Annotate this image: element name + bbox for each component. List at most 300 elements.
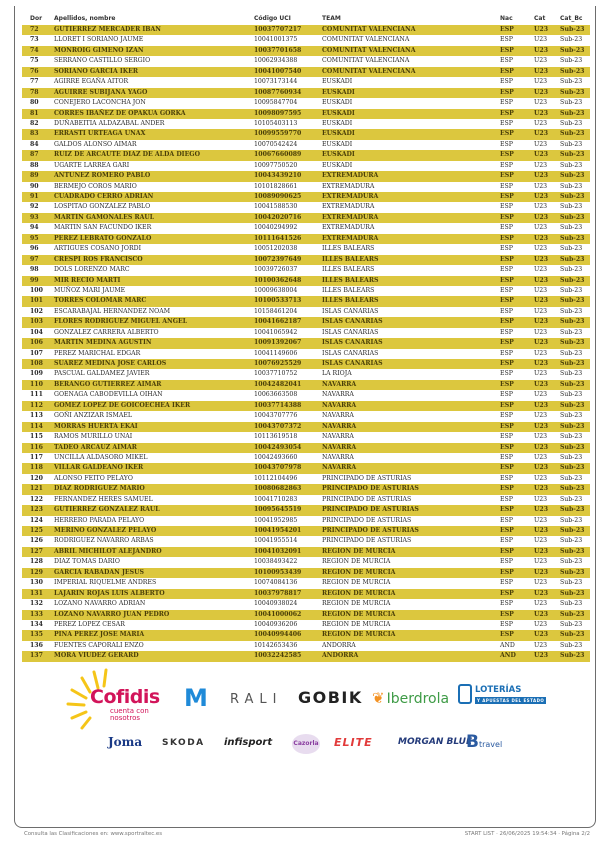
dorsal-cell: 89 <box>30 172 39 180</box>
nationality-cell: ESP <box>500 245 513 253</box>
dorsal-cell: 126 <box>30 537 43 545</box>
team-cell: NAVARRA <box>322 380 357 388</box>
uci-code-cell: 10042493054 <box>254 443 302 451</box>
category-cell: U23 <box>534 401 549 409</box>
table-row <box>22 77 590 87</box>
team-cell: ISLAS CANARIAS <box>322 339 383 347</box>
category-cell: U23 <box>534 527 549 534</box>
rider-name-cell: LOZANO NAVARRO ADRIAN <box>54 600 146 608</box>
loterias-subtext: Y APUESTAS DEL ESTADO <box>477 697 545 703</box>
dorsal-cell: 131 <box>30 589 43 597</box>
team-cell: REGION DE MURCIA <box>322 620 391 628</box>
elite-logo: ELITE <box>334 736 373 749</box>
uci-code-cell: 10039726037 <box>254 266 298 274</box>
category-cell: U23 <box>534 67 549 75</box>
nationality-cell: ESP <box>500 537 513 545</box>
rider-name-cell: GOMEZ LOPEZ DE GOICOECHEA IKER <box>54 401 191 409</box>
table-row <box>22 202 590 212</box>
category-cell: U23 <box>534 464 549 472</box>
category-cell: U23 <box>534 224 548 232</box>
category-cell: U23 <box>534 360 549 367</box>
team-cell: COMUNITAT VALENCIANA <box>322 26 416 33</box>
nationality-cell: ESP <box>500 57 513 65</box>
team-cell: PRINCIPADO DE ASTURIAS <box>322 516 412 524</box>
team-cell: NAVARRA <box>322 464 357 472</box>
header-dor: Dor <box>30 15 43 23</box>
category-cell: U23 <box>534 485 549 493</box>
nationality-cell: ESP <box>500 151 514 159</box>
team-cell: EXTREMADURA <box>322 172 379 180</box>
rider-name-cell: SUAREZ MEDINA JOSE CARLOS <box>54 360 167 367</box>
nationality-cell: ESP <box>500 391 513 399</box>
nationality-cell: ESP <box>500 485 514 493</box>
table-row <box>22 150 590 160</box>
table-row <box>22 568 590 578</box>
header-uci: Código UCI <box>254 15 291 23</box>
category-bc-cell: Sub-23 <box>560 516 583 524</box>
table-row <box>22 453 590 463</box>
dorsal-cell: 136 <box>30 641 43 649</box>
iberdrola-logo <box>372 689 449 707</box>
category-cell: U23 <box>534 78 548 86</box>
category-bc-cell: Sub-23 <box>560 255 585 263</box>
nationality-cell: ESP <box>500 610 514 618</box>
category-bc-cell: Sub-23 <box>560 26 585 33</box>
category-cell: U23 <box>534 99 548 107</box>
table-row <box>22 88 590 98</box>
dorsal-cell: 72 <box>30 26 39 33</box>
uci-code-cell: 10158461204 <box>254 307 298 315</box>
category-cell: U23 <box>534 130 549 138</box>
nationality-cell: ESP <box>500 286 513 294</box>
uci-code-cell: 10040294992 <box>254 224 298 232</box>
rider-name-cell: GOENAGA CABODEVILLA OIHAN <box>54 391 163 399</box>
rider-name-cell: FUENTES CAPORALI ENZO <box>54 641 144 649</box>
dorsal-cell: 122 <box>30 495 43 503</box>
dorsal-cell: 87 <box>30 151 39 159</box>
category-bc-cell: Sub-23 <box>560 140 583 148</box>
nationality-cell: ESP <box>500 46 514 54</box>
table-row <box>22 328 590 338</box>
nationality-cell: ESP <box>500 307 513 315</box>
team-cell: NAVARRA <box>322 391 354 399</box>
nationality-cell: ESP <box>500 119 513 127</box>
team-cell: EUSKADI <box>322 130 355 138</box>
rider-name-cell: GUTIERREZ GONZALEZ RAUL <box>54 506 160 514</box>
uci-code-cell: 10073173144 <box>254 78 298 86</box>
dorsal-cell: 99 <box>30 276 39 284</box>
dorsal-cell: 92 <box>30 203 39 211</box>
nationality-cell: ESP <box>500 140 513 148</box>
category-bc-cell: Sub-23 <box>560 182 583 190</box>
nationality-cell: ESP <box>500 130 514 138</box>
uci-code-cell: 10041954201 <box>254 527 302 534</box>
rider-name-cell: UNCILLA ALDASORO MIKEL <box>54 453 148 461</box>
rider-name-cell: GARCIA RABADAN JESUS <box>54 568 144 576</box>
category-cell: U23 <box>534 631 549 639</box>
team-cell: EUSKADI <box>322 88 355 96</box>
dorsal-cell: 107 <box>30 349 43 357</box>
uci-code-cell: 10105403113 <box>254 119 298 127</box>
table-row <box>22 317 590 327</box>
nationality-cell: ESP <box>500 453 513 461</box>
category-cell: U23 <box>534 276 549 284</box>
dorsal-cell: 97 <box>30 255 39 263</box>
table-row <box>22 463 590 473</box>
rider-name-cell: DOLS LORENZO MARC <box>54 266 130 274</box>
category-bc-cell: Sub-23 <box>560 600 583 608</box>
nationality-cell: ESP <box>500 99 513 107</box>
dorsal-cell: 110 <box>30 380 43 388</box>
category-bc-cell: Sub-23 <box>560 130 585 138</box>
category-bc-cell: Sub-23 <box>560 610 585 618</box>
nationality-cell: ESP <box>500 26 514 33</box>
dorsal-cell: 108 <box>30 360 43 367</box>
rider-name-cell: BERANGO GUTIERREZ AIMAR <box>54 380 162 388</box>
table-row <box>22 620 590 630</box>
team-cell: ISLAS CANARIAS <box>322 360 383 367</box>
table-row <box>22 46 590 56</box>
category-bc-cell: Sub-23 <box>560 36 583 44</box>
team-cell: ISLAS CANARIAS <box>322 307 379 315</box>
nationality-cell: ESP <box>500 203 513 211</box>
category-cell: U23 <box>534 88 549 96</box>
table-row <box>22 276 590 286</box>
category-bc-cell: Sub-23 <box>560 109 585 117</box>
table-row <box>22 192 590 202</box>
uci-code-cell: 10095847704 <box>254 99 298 107</box>
rider-name-cell: ERRASTI URTEAGA UNAX <box>54 130 146 138</box>
dorsal-cell: 109 <box>30 370 43 378</box>
dorsal-cell: 95 <box>30 234 39 242</box>
rider-name-cell: LOZANO NAVARRO JUAN PEDRO <box>54 610 170 618</box>
footer-classification-link[interactable]: Consulta las Clasificaciones en: www.sportraltec.es <box>24 831 163 837</box>
category-bc-cell: Sub-23 <box>560 641 583 649</box>
nationality-cell: ESP <box>500 297 514 305</box>
uci-code-cell: 10040938024 <box>254 600 298 608</box>
category-cell: U23 <box>534 600 548 608</box>
table-row <box>22 286 590 296</box>
category-cell: U23 <box>534 140 548 148</box>
nationality-cell: ESP <box>500 558 513 566</box>
uci-code-cell: 10041149606 <box>254 349 298 357</box>
dorsal-cell: 75 <box>30 57 39 65</box>
table-row <box>22 578 590 588</box>
rider-name-cell: ALONSO FEITO PELAYO <box>54 474 133 482</box>
category-bc-cell: Sub-23 <box>560 527 585 534</box>
table-row <box>22 369 590 379</box>
uci-code-cell: 10072397649 <box>254 255 302 263</box>
nationality-cell: ESP <box>500 474 513 482</box>
team-cell: EUSKADI <box>322 140 353 148</box>
category-cell: U23 <box>534 213 549 221</box>
rider-name-cell: MERINO GONZALEZ PELAYO <box>54 527 157 534</box>
uci-code-cell: 10032242585 <box>254 652 302 660</box>
rider-name-cell: MONROIG GIMENO IZAN <box>54 46 144 54</box>
dorsal-cell: 101 <box>30 297 43 305</box>
rider-name-cell: CRESPI ROS FRANCISCO <box>54 255 143 263</box>
table-row <box>22 547 590 557</box>
dorsal-cell: 133 <box>30 610 43 618</box>
nationality-cell: ESP <box>500 620 513 628</box>
dorsal-cell: 128 <box>30 558 43 566</box>
team-cell: REGION DE MURCIA <box>322 610 396 618</box>
table-row <box>22 307 590 317</box>
nationality-cell: ESP <box>500 328 513 336</box>
dorsal-cell: 123 <box>30 506 43 514</box>
uci-code-cell: 10043707372 <box>254 422 302 430</box>
table-row <box>22 599 590 609</box>
dorsal-cell: 77 <box>30 78 39 86</box>
category-bc-cell: Sub-23 <box>560 380 585 388</box>
dorsal-cell: 114 <box>30 422 43 430</box>
uci-code-cell: 10040936206 <box>254 620 298 628</box>
rider-name-cell: CUADRADO CERRO ADRIAN <box>54 193 154 200</box>
category-cell: U23 <box>534 266 548 274</box>
category-cell: U23 <box>534 412 548 420</box>
table-row <box>22 223 590 233</box>
table-row <box>22 641 590 651</box>
header-team: TEAM <box>322 15 341 23</box>
table-row <box>22 129 590 139</box>
table-row <box>22 651 590 661</box>
category-cell: U23 <box>534 193 549 200</box>
category-cell: U23 <box>534 516 548 524</box>
cofidis-logo: Cofidis <box>90 686 160 708</box>
dorsal-cell: 125 <box>30 527 43 534</box>
table-row <box>22 505 590 515</box>
team-cell: ISLAS CANARIAS <box>322 318 383 326</box>
rider-name-cell: VILLAR GALDEANO IKER <box>54 464 144 472</box>
category-cell: U23 <box>534 182 548 190</box>
category-cell: U23 <box>534 641 548 649</box>
category-cell: U23 <box>534 506 549 514</box>
rider-name-cell: TADEO ARCAUZ AIMAR <box>54 443 137 451</box>
table-row <box>22 526 590 536</box>
dorsal-cell: 81 <box>30 109 39 117</box>
category-cell: U23 <box>534 26 549 33</box>
team-cell: ILLES BALEARS <box>322 276 379 284</box>
rider-name-cell: DUÑABEITIA ALDAZABAL ANDER <box>54 119 165 127</box>
dorsal-cell: 117 <box>30 453 43 461</box>
category-bc-cell: Sub-23 <box>560 495 583 503</box>
table-row <box>22 349 590 359</box>
rider-name-cell: MARTIN MEDINA AGUSTIN <box>54 339 152 347</box>
table-row <box>22 474 590 484</box>
rider-name-cell: FLORES RODRIGUEZ MIGUEL ANGEL <box>54 318 188 326</box>
category-bc-cell: Sub-23 <box>560 652 585 660</box>
table-body <box>22 25 590 662</box>
dorsal-cell: 116 <box>30 443 43 451</box>
dorsal-cell: 82 <box>30 119 39 127</box>
rider-name-cell: PEREZ MARICHAL EDGAR <box>54 349 141 357</box>
table-row <box>22 484 590 494</box>
nationality-cell: ESP <box>500 412 513 420</box>
sponsors-area <box>60 662 545 762</box>
nationality-cell: ESP <box>500 109 514 117</box>
dorsal-cell: 115 <box>30 433 43 441</box>
category-cell: U23 <box>534 474 548 482</box>
table-row <box>22 495 590 505</box>
nationality-cell: ESP <box>500 255 514 263</box>
category-bc-cell: Sub-23 <box>560 203 583 211</box>
rider-name-cell: FERNANDEZ HERES SAMUEL <box>54 495 153 503</box>
nationality-cell: ESP <box>500 213 514 221</box>
category-cell: U23 <box>534 339 549 347</box>
table-row <box>22 338 590 348</box>
team-cell: COMUNITAT VALENCIANA <box>322 46 416 54</box>
uci-code-cell: 10067660089 <box>254 151 302 159</box>
team-cell: ISLAS CANARIAS <box>322 328 379 336</box>
rali-logo: RALI <box>230 692 283 707</box>
rider-name-cell: CORRES IBAÑEZ DE OPAKUA GORKA <box>54 109 186 117</box>
rider-name-cell: MARTIN GAMONALES RAUL <box>54 213 155 221</box>
skoda-logo: SKODA <box>162 738 205 748</box>
category-bc-cell: Sub-23 <box>560 46 585 54</box>
table-row <box>22 589 590 599</box>
team-cell: EUSKADI <box>322 161 353 169</box>
start-list-table <box>22 14 590 662</box>
uci-code-cell: 10091392067 <box>254 339 302 347</box>
rider-name-cell: SORIANO GARCIA IKER <box>54 67 139 75</box>
team-cell: ILLES BALEARS <box>322 286 375 294</box>
category-bc-cell: Sub-23 <box>560 328 583 336</box>
uci-code-cell: 10043707776 <box>254 412 298 420</box>
category-bc-cell: Sub-23 <box>560 485 585 493</box>
table-row <box>22 630 590 640</box>
team-cell: COMUNITAT VALENCIANA <box>322 67 416 75</box>
morgan-blue-logo: MORGAN BLUE <box>398 737 473 747</box>
table-row <box>22 557 590 567</box>
nationality-cell: ESP <box>500 495 513 503</box>
nationality-cell: ESP <box>500 433 513 441</box>
iberdrola-leaf-icon: ❦ <box>372 689 385 707</box>
team-cell: PRINCIPADO DE ASTURIAS <box>322 495 412 503</box>
category-bc-cell: Sub-23 <box>560 391 583 399</box>
rider-name-cell: BERMEJO COROS MARIO <box>54 182 137 190</box>
nationality-cell: ESP <box>500 631 514 639</box>
category-bc-cell: Sub-23 <box>560 224 583 232</box>
table-row <box>22 244 590 254</box>
rider-name-cell: SERRANO CASTILLO SERGIO <box>54 57 151 65</box>
loterias-logo <box>458 684 546 704</box>
uci-code-cell: 10040994406 <box>254 631 302 639</box>
nationality-cell: AND <box>500 641 515 649</box>
table-row <box>22 109 590 119</box>
category-cell: U23 <box>534 36 548 44</box>
rider-name-cell: TORRES COLOMAR MARC <box>54 297 147 305</box>
dorsal-cell: 134 <box>30 620 43 628</box>
nationality-cell: ESP <box>500 401 514 409</box>
uci-code-cell: 10070542424 <box>254 140 298 148</box>
btravel-b: B <box>466 732 479 752</box>
nationality-cell: ESP <box>500 370 513 378</box>
rider-name-cell: IMPERIAL RIQUELME ANDRES <box>54 579 157 587</box>
footer-page-info: START LIST · 26/06/2025 19:54:34 · Página 2/2 <box>464 831 590 837</box>
team-cell: EXTREMADURA <box>322 203 375 211</box>
uci-code-cell: 10041065942 <box>254 328 298 336</box>
uci-code-cell: 10041000062 <box>254 610 302 618</box>
category-cell: U23 <box>534 286 548 294</box>
category-bc-cell: Sub-23 <box>560 547 585 555</box>
category-cell: U23 <box>534 391 548 399</box>
team-cell: EUSKADI <box>322 109 355 117</box>
uci-code-cell: 10041001375 <box>254 36 298 44</box>
rider-name-cell: HERRERO PARADA PELAYO <box>54 516 145 524</box>
dorsal-cell: 106 <box>30 339 43 347</box>
team-cell: LA RIOJA <box>322 370 352 378</box>
dorsal-cell: 113 <box>30 412 43 420</box>
uci-code-cell: 10042020716 <box>254 213 302 221</box>
dorsal-cell: 120 <box>30 474 43 482</box>
nationality-cell: ESP <box>500 579 513 587</box>
uci-code-cell: 10095645519 <box>254 506 302 514</box>
category-bc-cell: Sub-23 <box>560 401 585 409</box>
header-nac: Nac <box>500 15 513 23</box>
dorsal-cell: 137 <box>30 652 43 660</box>
category-bc-cell: Sub-23 <box>560 558 583 566</box>
category-bc-cell: Sub-23 <box>560 307 583 315</box>
nationality-cell: ESP <box>500 182 513 190</box>
rider-name-cell: GUTIERREZ MERCADER IBAN <box>54 26 161 33</box>
table-row <box>22 255 590 265</box>
team-cell: NAVARRA <box>322 422 357 430</box>
category-cell: U23 <box>534 109 549 117</box>
category-cell: U23 <box>534 610 549 618</box>
category-bc-cell: Sub-23 <box>560 506 585 514</box>
rider-name-cell: LOSPITAO GONZALEZ PABLO <box>54 203 151 211</box>
table-row <box>22 213 590 223</box>
team-cell: EXTREMADURA <box>322 224 375 232</box>
uci-code-cell: 10111641526 <box>254 234 302 242</box>
category-bc-cell: Sub-23 <box>560 474 583 482</box>
uci-code-cell: 10037714388 <box>254 401 302 409</box>
team-cell: REGION DE MURCIA <box>322 589 396 597</box>
team-cell: EUSKADI <box>322 99 353 107</box>
category-cell: U23 <box>534 495 548 503</box>
dorsal-cell: 96 <box>30 245 39 253</box>
category-cell: U23 <box>534 620 548 628</box>
nationality-cell: ESP <box>500 464 514 472</box>
team-cell: ILLES BALEARS <box>322 297 379 305</box>
uci-code-cell: 10041007540 <box>254 67 302 75</box>
rider-name-cell: CONEJERO LACONCHA JON <box>54 99 146 107</box>
rider-name-cell: LLORET I SORIANO JAUME <box>54 36 144 44</box>
header-name: Apellidos, nombre <box>54 15 116 23</box>
table-header <box>22 14 590 25</box>
uci-code-cell: 10142653436 <box>254 641 298 649</box>
uci-code-cell: 10041588530 <box>254 203 298 211</box>
category-bc-cell: Sub-23 <box>560 99 583 107</box>
nationality-cell: ESP <box>500 67 514 75</box>
nationality-cell: ESP <box>500 172 514 180</box>
table-row <box>22 443 590 453</box>
dorsal-cell: 132 <box>30 600 43 608</box>
team-cell: NAVARRA <box>322 401 357 409</box>
team-cell: REGION DE MURCIA <box>322 600 391 608</box>
team-cell: PRINCIPADO DE ASTURIAS <box>322 474 412 482</box>
nationality-cell: ESP <box>500 276 514 284</box>
nationality-cell: ESP <box>500 380 514 388</box>
category-bc-cell: Sub-23 <box>560 213 585 221</box>
table-row <box>22 119 590 129</box>
uci-code-cell: 10080682863 <box>254 485 302 493</box>
rider-name-cell: ABRIL MICHILOT ALEJANDRO <box>54 547 162 555</box>
uci-code-cell: 10041952985 <box>254 516 298 524</box>
team-cell: EUSKADI <box>322 151 355 159</box>
rider-name-cell: RODRIGUEZ NAVARRO ARBAS <box>54 537 154 545</box>
team-cell: NAVARRA <box>322 443 357 451</box>
